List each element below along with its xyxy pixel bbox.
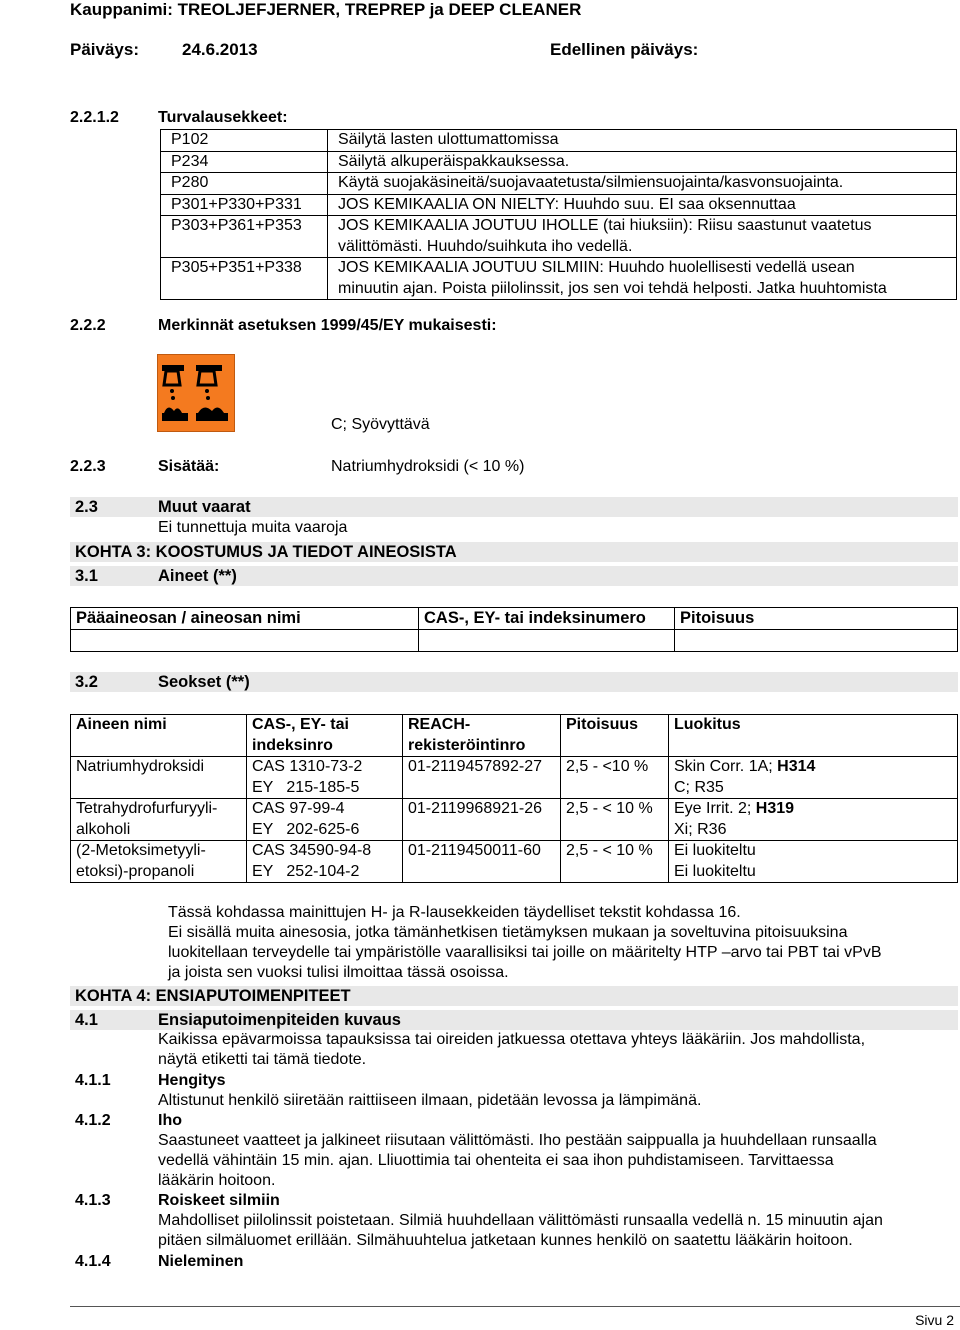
classification-line	[674, 841, 957, 862]
concentration: 2,5 - < 10 %	[561, 799, 669, 841]
table-cell	[675, 630, 958, 652]
name-line: Natriumhydroksidi	[76, 758, 205, 775]
paragraph-line: pitäen silmäluomet erillään. Silmähuuhtelua jatketaan kunnes henkilö on saatettu lääkärin hoitoon.	[158, 1232, 853, 1249]
section-title: Muut vaarat	[158, 498, 251, 516]
section-title: Merkinnät asetuksen 1999/45/EY mukaisesti:	[158, 317, 497, 334]
name-line: (2-Metoksimetyyli-	[76, 842, 206, 859]
column-header: Luokitus	[669, 715, 958, 757]
table-row	[161, 173, 957, 195]
mixtures-table	[70, 714, 958, 883]
statement-code: P280	[161, 173, 328, 195]
classification	[669, 757, 958, 799]
table-cell	[419, 630, 675, 652]
note-line: Tässä kohdassa mainittujen H- ja R-lausekkeiden täydelliset tekstit kohdassa 16.	[168, 904, 741, 921]
ec-line: EY 215-185-5	[252, 778, 360, 796]
paragraph-line: Mahdolliset piilolinssit poistetaan. Silmiä huuhdellaan välittömästi runsaalla vedellä n. 15 minuutin ajan	[158, 1212, 883, 1229]
cas-line: CAS 1310-73-2	[252, 758, 363, 775]
precautionary-statements-table	[160, 129, 957, 300]
section-title: Turvalausekkeet:	[158, 109, 288, 126]
note-line: ja joista sen vuoksi tulisi ilmoittaa tässä osoissa.	[168, 964, 509, 981]
statement-line: välittömästi. Huuhdo/suihkuta iho vedellä.	[338, 237, 633, 255]
hazard-statement-code: H319	[755, 800, 795, 817]
reach-number: 01-2119457892-27	[403, 757, 561, 799]
statement-text: JOS KEMIKAALIA ON NIELTY: Huuhdo suu. EI saa oksennuttaa	[328, 194, 957, 216]
date-label: Päiväys:	[70, 40, 139, 59]
classification-line: C; R35	[674, 778, 724, 796]
ec-line: EY 252-104-2	[252, 862, 360, 880]
header-line: CAS-, EY- tai	[252, 716, 349, 733]
substance-name	[71, 799, 247, 841]
substance-name	[71, 757, 247, 799]
concentration: 2,5 - < 10 %	[561, 841, 669, 883]
section-number: 4.1.4	[75, 1253, 111, 1270]
statement-text: Säilytä lasten ulottumattomissa	[328, 130, 957, 152]
section-number: 3.2	[75, 673, 98, 691]
section-title: KOHTA 3: KOOSTUMUS JA TIEDOT AINEOSISTA	[75, 543, 457, 561]
section-number: 3.1	[75, 567, 98, 585]
statement-code: P301+P330+P331	[161, 194, 328, 216]
note-line: luokitellaan terveydelle tai ympäristölle vaarallisiksi tai joille on määritelty HTP –arvo tai PBT tai vPvB	[168, 944, 882, 961]
statement-code: P102	[161, 130, 328, 152]
classification-line	[674, 799, 957, 820]
name-line: alkoholi	[76, 820, 131, 838]
section-number: 2.3	[75, 498, 98, 516]
section-bar	[70, 566, 958, 586]
table-row	[71, 841, 958, 883]
section-number: 4.1.2	[75, 1112, 111, 1129]
other-hazards-text: Ei tunnettuja muita vaaroja	[158, 519, 348, 536]
classification-text: Skin Corr. 1A;	[674, 758, 778, 775]
section-title: Seokset (**)	[158, 673, 250, 691]
section-4-heading	[70, 986, 958, 1006]
section-bar	[70, 672, 958, 692]
statement-line: minuutin ajan. Poista piilolinssit, jos sen voi tehdä helposti. Jatka huuhtomista	[338, 279, 887, 297]
corrosive-hazard-icon	[157, 354, 235, 432]
paragraph-line: näytä etiketti tai tämä tiedote.	[158, 1051, 367, 1068]
name-line: etoksi)-propanoli	[76, 862, 195, 880]
statement-code: P234	[161, 151, 328, 173]
cas-line: CAS 97-99-4	[252, 800, 345, 817]
ec-line: EY 202-625-6	[252, 820, 360, 838]
contents-label: Sisätää:	[158, 458, 220, 475]
table-cell	[71, 630, 419, 652]
statement-text	[328, 258, 957, 300]
cas-cell	[247, 799, 403, 841]
classification-text: Eye Irrit. 2;	[674, 800, 756, 817]
section-title: Aineet (**)	[158, 567, 237, 585]
footer-divider	[70, 1306, 960, 1307]
date-value: 24.6.2013	[182, 40, 258, 59]
section-title: Ensiaputoimenpiteiden kuvaus	[158, 1011, 401, 1029]
header-line: REACH-	[408, 716, 471, 733]
concentration: 2,5 - <10 %	[561, 757, 669, 799]
classification-line: Ei luokiteltu	[674, 862, 756, 880]
table-row	[161, 194, 957, 216]
paragraph-line: lääkärin hoitoon.	[158, 1172, 276, 1189]
section-number: 2.2.3	[70, 458, 106, 475]
table-row	[161, 130, 957, 152]
header-line: rekisteröintinro	[408, 736, 526, 754]
column-header: Aineen nimi	[71, 715, 247, 757]
table-row	[161, 258, 957, 300]
page-number: Sivu 2	[915, 1312, 954, 1328]
table-header-row	[71, 715, 958, 757]
table-row	[161, 216, 957, 258]
cas-cell	[247, 841, 403, 883]
section-number: 2.2.2	[70, 317, 106, 334]
table-header-row	[71, 608, 958, 630]
statement-text: Säilytä alkuperäispakkauksessa.	[328, 151, 957, 173]
column-header: Pääaineosan / aineosan nimi	[71, 608, 419, 630]
statement-code: P303+P361+P353	[161, 216, 328, 258]
hazard-statement-code: H314	[777, 758, 816, 775]
statement-line: JOS KEMIKAALIA JOUTUU IHOLLE (tai hiuksiin): Riisu saastunut vaatetus	[338, 217, 872, 234]
table-row	[71, 757, 958, 799]
section-title: Roiskeet silmiin	[158, 1192, 280, 1209]
paragraph-line: vedellä vähintäin 15 min. ajan. Lliuottimia tai ohenteita ei saa ihon puhdistamiseen. Tarvittaessa	[158, 1152, 834, 1169]
paragraph-line: Kaikissa epävarmoissa tapauksissa tai oireiden jatkuessa otettava yhteys lääkäriin. Jos mahdollista,	[158, 1031, 866, 1048]
statement-line: JOS KEMIKAALIA JOUTUU SILMIIN: Huuhdo huolellisesti vedellä usean	[338, 259, 855, 276]
paragraph-line: Altistunut henkilö siiretään raittiiseen ilmaan, pidetään levossa ja lämpimänä.	[158, 1092, 702, 1109]
section-3-heading	[70, 542, 958, 562]
table-row	[71, 799, 958, 841]
statement-code: P305+P351+P338	[161, 258, 328, 300]
reach-number: 01-2119968921-26	[403, 799, 561, 841]
cas-line: CAS 34590-94-8	[252, 842, 372, 859]
header-line: indeksinro	[252, 736, 333, 754]
substances-table	[70, 607, 958, 652]
section-bar	[70, 497, 958, 517]
table-row	[71, 630, 958, 652]
classification-text: Ei luokiteltu	[674, 842, 756, 859]
note-line: Ei sisällä muita ainesosia, jotka tämänhetkisen tietämyksen mukaan ja soveltuvina pitoisuuksina	[168, 924, 848, 941]
column-header: Pitoisuus	[675, 608, 958, 630]
name-line: Tetrahydrofurfuryyli-	[76, 800, 218, 817]
contents-value: Natriumhydroksidi (< 10 %)	[331, 458, 525, 475]
statement-text	[328, 216, 957, 258]
column-header: Pitoisuus	[561, 715, 669, 757]
section-title: Nieleminen	[158, 1253, 244, 1270]
classification-line: Xi; R36	[674, 820, 727, 838]
reach-number: 01-2119450011-60	[403, 841, 561, 883]
section-title: Hengitys	[158, 1072, 226, 1089]
column-header: CAS-, EY- tai indeksinumero	[419, 608, 675, 630]
hazard-symbol-label: C; Syövyttävä	[331, 416, 430, 433]
column-header	[403, 715, 561, 757]
classification	[669, 841, 958, 883]
section-title: KOHTA 4: ENSIAPUTOIMENPITEET	[75, 987, 351, 1005]
trade-name: Kauppanimi: TREOLJEFJERNER, TREPREP ja DEEP CLEANER	[70, 0, 582, 19]
section-title: Iho	[158, 1112, 182, 1129]
section-number: 4.1.1	[75, 1072, 111, 1089]
substance-name	[71, 841, 247, 883]
column-header	[247, 715, 403, 757]
table-row	[161, 151, 957, 173]
previous-date-label: Edellinen päiväys:	[550, 40, 699, 59]
classification	[669, 799, 958, 841]
classification-line	[674, 757, 957, 778]
section-number: 2.2.1.2	[70, 109, 119, 126]
section-bar	[70, 1010, 958, 1030]
statement-text: Käytä suojakäsineitä/suojavaatetusta/silmiensuojainta/kasvonsuojainta.	[328, 173, 957, 195]
section-number: 4.1.3	[75, 1192, 111, 1209]
section-number: 4.1	[75, 1011, 98, 1029]
paragraph-line: Saastuneet vaatteet ja jalkineet riisutaan välittömästi. Iho pestään saippualla ja huuhdellaan runsaalla	[158, 1132, 877, 1149]
cas-cell	[247, 757, 403, 799]
